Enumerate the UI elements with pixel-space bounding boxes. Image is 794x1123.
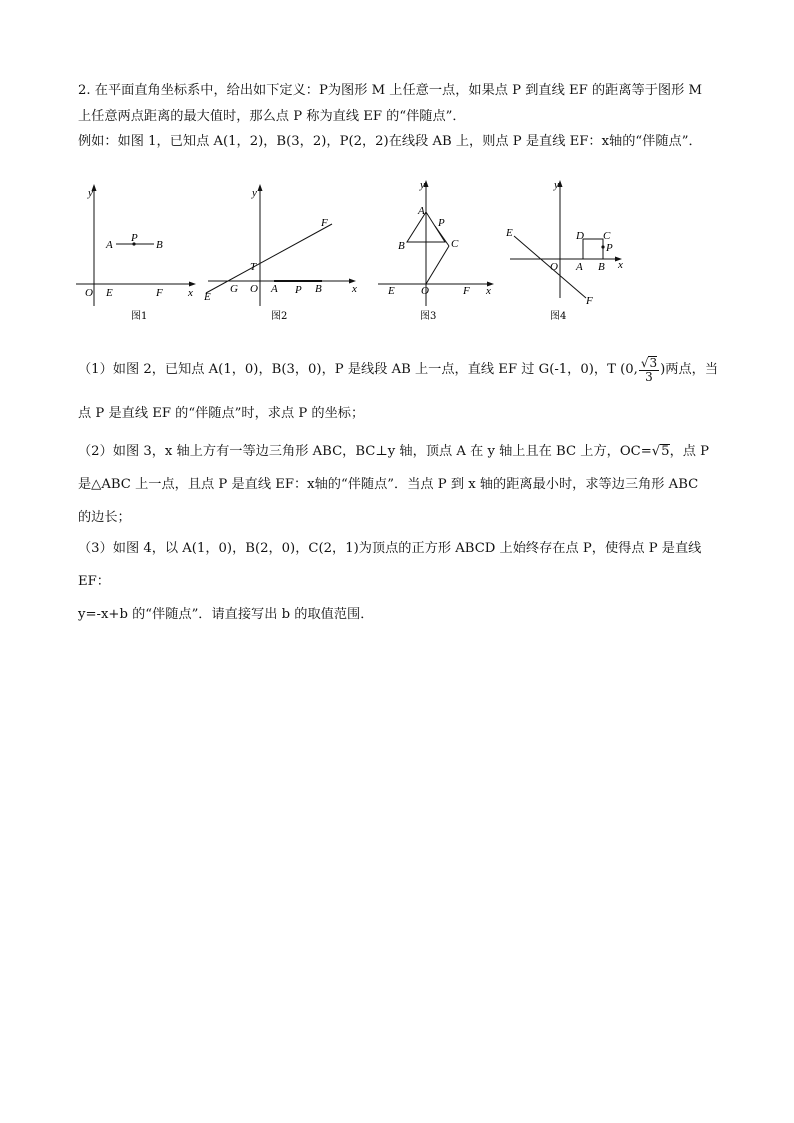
q3-line1: （3）如图 4，以 A(1，0)，B(2，0)，C(2，1)为顶点的正方形 ABCD 上始终存在点 P，使得点 P 是直线 <box>78 541 702 556</box>
fig2-label-t: T <box>250 261 257 273</box>
fig2-label-b: B <box>315 283 322 295</box>
fig3-label-x: x <box>486 285 491 297</box>
fig2-label-a: A <box>271 283 278 295</box>
fig4-label-c: C <box>603 230 611 242</box>
q2-part-a: （2）如图 3，x 轴上方有一等边三角形 ABC，BC⊥y 轴，顶点 A 在 y 轴上且在 BC 上方，OC= <box>78 444 652 459</box>
fig2-label-x: x <box>352 283 357 295</box>
q3-line2: EF： <box>78 574 110 589</box>
q1-frac-den: 3 <box>645 370 653 384</box>
fig4-label-b: B <box>598 261 605 273</box>
figure-2 <box>204 178 364 328</box>
fig2-label-g: G <box>230 283 238 295</box>
fig1-label-e: E <box>106 287 113 299</box>
fig3-label-e: E <box>388 285 395 297</box>
q2-part-b: ，点 P <box>669 444 710 459</box>
fig4-label-d: D <box>576 230 584 242</box>
fig1-label-b: B <box>156 239 163 251</box>
problem-intro-line2: 上任意两点距离的最大值时，那么点 P 称为直线 EF 的“伴随点”． <box>78 109 466 124</box>
fig3-label-a: A <box>418 205 425 217</box>
fig3-label-c: C <box>451 238 459 250</box>
fig2-label-o: O <box>250 283 258 295</box>
q2-line1: （2）如图 3，x 轴上方有一等边三角形 ABC，BC⊥y 轴，顶点 A 在 y 轴上且在 BC 上方，OC=√5，点 P <box>78 444 710 459</box>
fig1-caption: 图1 <box>131 311 148 322</box>
fig3-label-p: P <box>438 217 445 229</box>
fig4-label-p: P <box>606 242 613 254</box>
problem-example: 例如：如图 1，已知点 A(1，2)，B(3，2)，P(2，2)在线段 AB 上，则点 P 是直线 EF：x轴的“伴随点”． <box>78 134 702 149</box>
sqrt3-over-3-fraction: $\frac{√3}{3}$ <box>640 356 658 384</box>
fig1-label-a: A <box>106 239 113 251</box>
fig4-label-f: F <box>586 295 593 307</box>
q1-frac-num: 3 <box>649 356 658 370</box>
q1-part-a: （1）如图 2，已知点 A(1，0)，B(3，0)，P 是线段 AB 上一点，直线 EF 过 G(-1，0)，T (0, <box>78 362 638 377</box>
fig2-label-e: E <box>204 291 211 303</box>
fig3-label-y: y <box>420 179 425 191</box>
fig2-label-p: P <box>295 284 302 296</box>
fig4-label-e: E <box>506 227 513 239</box>
fig4-label-o: O <box>550 261 558 273</box>
fig1-label-y: y <box>88 187 93 199</box>
fig3-label-b: B <box>398 240 405 252</box>
q1-line1 <box>78 356 718 383</box>
problem-intro-line1: 2. 在平面直角坐标系中，给出如下定义：P为图形 M 上任意一点，如果点 P 到直线 EF 的距离等于图形 M <box>78 83 702 98</box>
fig4-label-a: A <box>576 261 583 273</box>
fig4-caption: 图4 <box>550 311 567 322</box>
q1-part-b: )两点，当 <box>660 362 719 377</box>
q2-sqrt-value: 5 <box>661 444 670 459</box>
fig2-caption: 图2 <box>271 311 288 322</box>
fig1-label-p: P <box>131 232 138 244</box>
figure-4 <box>506 178 636 328</box>
fig4-label-x: x <box>618 259 623 271</box>
q3-line3: y=-x+b 的“伴随点”．请直接写出 b 的取值范围． <box>78 607 374 622</box>
fig3-caption: 图3 <box>420 311 437 322</box>
fig3-label-f: F <box>463 285 470 297</box>
figure-3 <box>374 178 504 328</box>
fig2-label-y: y <box>252 187 257 199</box>
fig1-label-x: x <box>188 287 193 299</box>
fig2-label-f: F <box>321 217 328 229</box>
q2-line3: 的边长； <box>78 510 131 525</box>
fig1-label-o: O <box>85 287 93 299</box>
q1-line2: 点 P 是直线 EF 的“伴随点”时，求点 P 的坐标； <box>78 406 365 421</box>
figure-1 <box>70 178 200 328</box>
fig1-label-f: F <box>156 287 163 299</box>
q2-line2: 是△ABC 上一点，且点 P 是直线 EF：x轴的“伴随点”．当点 P 到 x 轴的距离最小时，求等边三角形 ABC <box>78 477 699 492</box>
fig3-label-o: O <box>421 285 429 297</box>
fig4-label-y: y <box>554 179 559 191</box>
figure-row <box>70 178 640 328</box>
